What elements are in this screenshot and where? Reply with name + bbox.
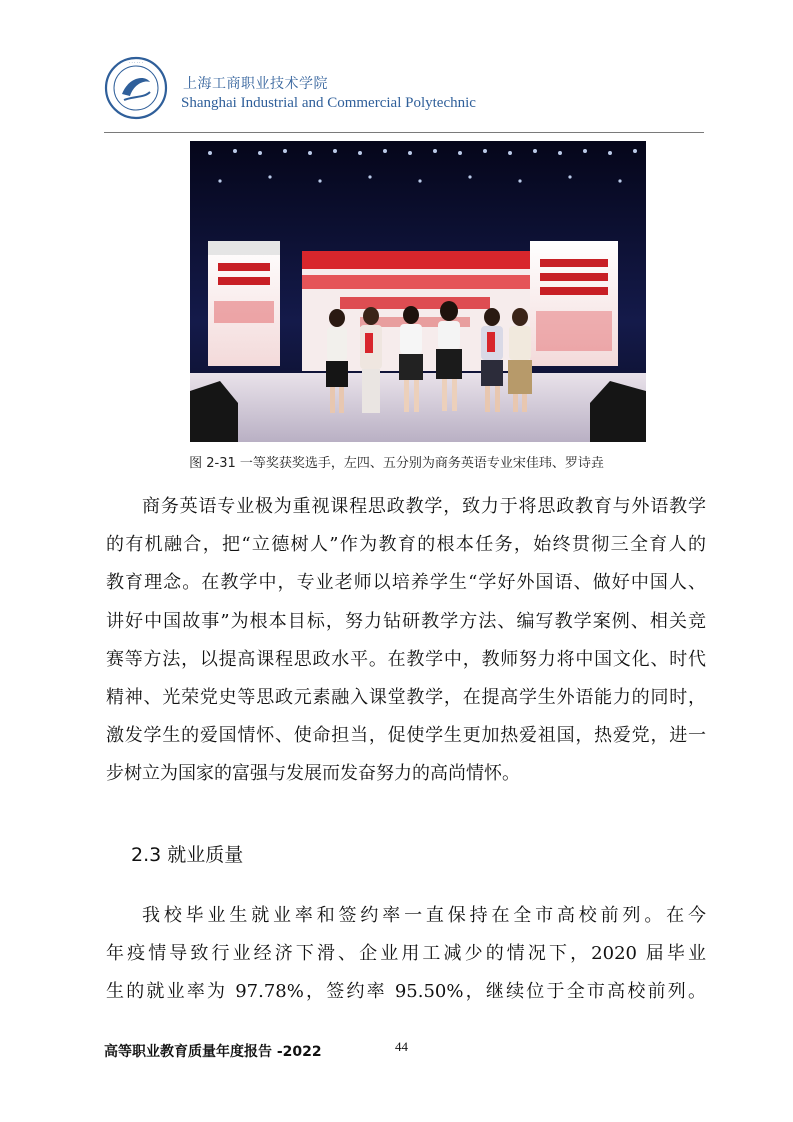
paragraph-line: 教育理念。在教学中，专业老师以培养学生“学好外国语、做好中国人、	[106, 572, 706, 594]
report-title: 高等职业教育质量年度报告 -2022	[104, 1044, 322, 1060]
paragraph-line: 讲好中国故事”为根本目标，努力钻研教学方法、编写教学案例、相关竞	[106, 610, 706, 632]
school-name-en: Shanghai Industrial and Commercial Polytechnic	[181, 95, 476, 111]
paragraph-line: 我校毕业生就业率和签约率一直保持在全市高校前列。在今	[142, 905, 706, 926]
paragraph-line: 激发学生的爱国情怀、使命担当，促使学生更加热爱祖国，热爱党，进一	[106, 725, 706, 747]
award-ceremony-photo	[190, 141, 646, 442]
paragraph-curriculum-ideology	[106, 488, 706, 794]
header-divider	[104, 132, 704, 133]
paragraph-line: 商务英语专业极为重视课程思政教学，致力于将思政教育与外语教学	[142, 496, 706, 517]
section-heading: 2.3 就业质量	[131, 844, 244, 866]
paragraph-employment-quality	[106, 897, 706, 1012]
paragraph-line: 年疫情导致行业经济下滑、企业用工减少的情况下，2020 届毕业	[106, 943, 706, 965]
paragraph-line: 的有机融合，把“立德树人”作为教育的根本任务，始终贯彻三全育人的	[106, 534, 706, 556]
school-name-cn: 上海工商职业技术学院	[183, 76, 328, 92]
paragraph-line: 生的就业率为 97.78%，签约率 95.50%，继续位于全市高校前列。	[106, 981, 706, 1003]
school-seal-icon	[104, 56, 168, 120]
paragraph-line: 步树立为国家的富强与发展而发奋努力的高尚情怀。	[106, 763, 520, 785]
paragraph-line: 赛等方法，以提高课程思政水平。在教学中，教师努力将中国文化、时代	[106, 648, 706, 670]
figure-caption: 图 2-31 一等奖获奖选手，左四、五分别为商务英语专业宋佳玮、罗诗垚	[189, 456, 604, 471]
paragraph-line: 精神、光荣党史等思政元素融入课堂教学，在提高学生外语能力的同时，	[106, 686, 706, 708]
page-number: 44	[395, 1039, 408, 1054]
svg-text:· · · · · ·: · · · · · ·	[129, 60, 143, 65]
